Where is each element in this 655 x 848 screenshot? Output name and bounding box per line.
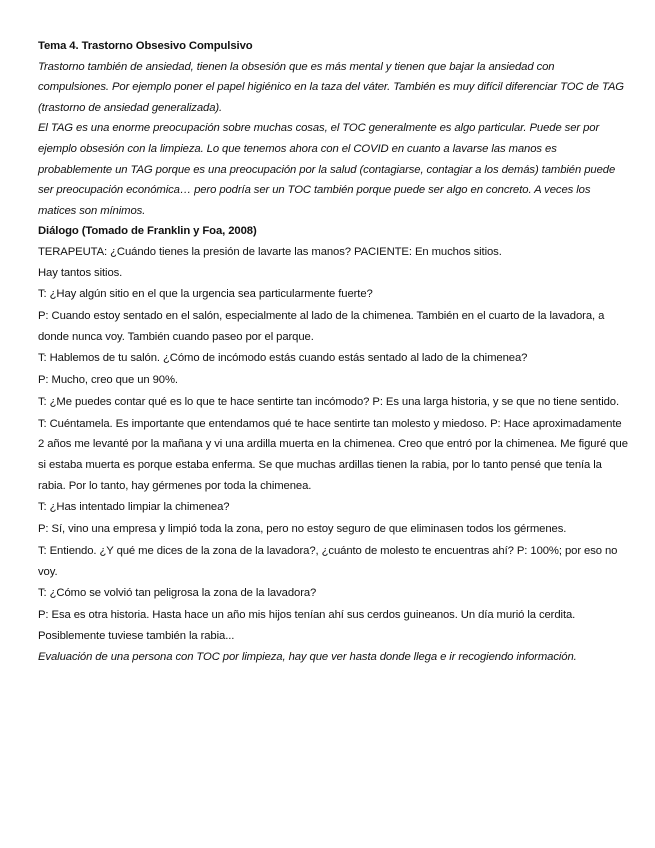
closing-note: Evaluación de una persona con TOC por limpieza, hay que ver hasta donde llega e ir recogiendo información.	[38, 651, 577, 664]
dialogue-section	[38, 242, 628, 646]
dialogue-paragraph: T: ¿Has intentado limpiar la chimenea?	[38, 501, 230, 514]
dialogue-paragraph: TERAPEUTA: ¿Cuándo tienes la presión de lavarte las manos? PACIENTE: En muchos sitios. Hay tantos sitios.	[38, 245, 502, 279]
dialogue-paragraph: T: Hablemos de tu salón. ¿Cómo de incómodo estás cuando estás sentado al lado de la chimenea?	[38, 352, 528, 365]
dialogue-paragraph: T: ¿Hay algún sitio en el que la urgencia sea particularmente fuerte?	[38, 288, 373, 301]
dialogue-paragraph: P: Esa es otra historia. Hasta hace un año mis hijos tenían ahí sus cerdos guineanos. Un día murió la cerdita. Posiblemente tuviese también la rabia...	[38, 609, 576, 642]
dialogue-paragraph: T: ¿Cómo se volvió tan peligrosa la zona de la lavadora?	[38, 587, 317, 600]
dialogue-paragraph: T: Cuéntamela. Es importante que entendamos qué te hace sentirte tan molesto y miedoso. P: Hace aproximadamente 2 años me levanté por la mañana y vi una ardilla muerta en la chimenea. Creo que entró por la chimenea. Me figuré que si estaba muerta es porque estaba enferma. Se que muchas ardillas tienen la rabia, por lo tanto pensé que tenía la rabia. Por lo tanto, hay gérmenes por toda la chimenea.	[38, 417, 628, 492]
intro-paragraph: Trastorno también de ansiedad, tienen la obsesión que es más mental y tienen que bajar la ansiedad con compulsiones. Por ejemplo poner el papel higiénico en la taza del váter. También es muy difícil diferenciar TOC de TAG (trastorno de ansiedad generalizada).	[38, 60, 624, 114]
page-title: Tema 4. Trastorno Obsesivo Compulsivo	[38, 40, 253, 52]
dialogue-paragraph: P: Cuando estoy sentado en el salón, especialmente al lado de la chimenea. También en el cuarto de la lavadora, a donde nunca voy. También cuando paseo por el parque.	[38, 310, 605, 343]
document-page	[38, 36, 628, 668]
dialogue-paragraph: P: Sí, vino una empresa y limpió toda la zona, pero no estoy seguro de que eliminasen todos los gérmenes.	[38, 523, 567, 536]
dialogue-paragraph: T: Entiendo. ¿Y qué me dices de la zona de la lavadora?, ¿cuánto de molesto te encuentras ahí? P: 100%; por eso no voy.	[38, 544, 618, 578]
dialogue-title: Diálogo (Tomado de Franklin y Foa, 2008)	[38, 225, 257, 238]
intro-section	[38, 57, 628, 222]
dialogue-paragraph: P: Mucho, creo que un 90%.	[38, 374, 178, 387]
dialogue-paragraph: T: ¿Me puedes contar qué es lo que te hace sentirte tan incómodo? P: Es una larga historia, y se que no tiene sentido.	[38, 396, 620, 409]
intro-paragraph: El TAG es una enorme preocupación sobre muchas cosas, el TOC generalmente es algo particular. Puede ser por ejemplo obsesión con la limpieza. Lo que tenemos ahora con el COVID en cuanto a lavarse las manos es probablemente un TAG porque es una preocupación por la salud (contagiarse, contagiar a los demás) también puede ser preocupación económica… pero podría ser un TOC también porque puede ser algo en concreto. A veces los matices son mínimos.	[38, 122, 616, 217]
